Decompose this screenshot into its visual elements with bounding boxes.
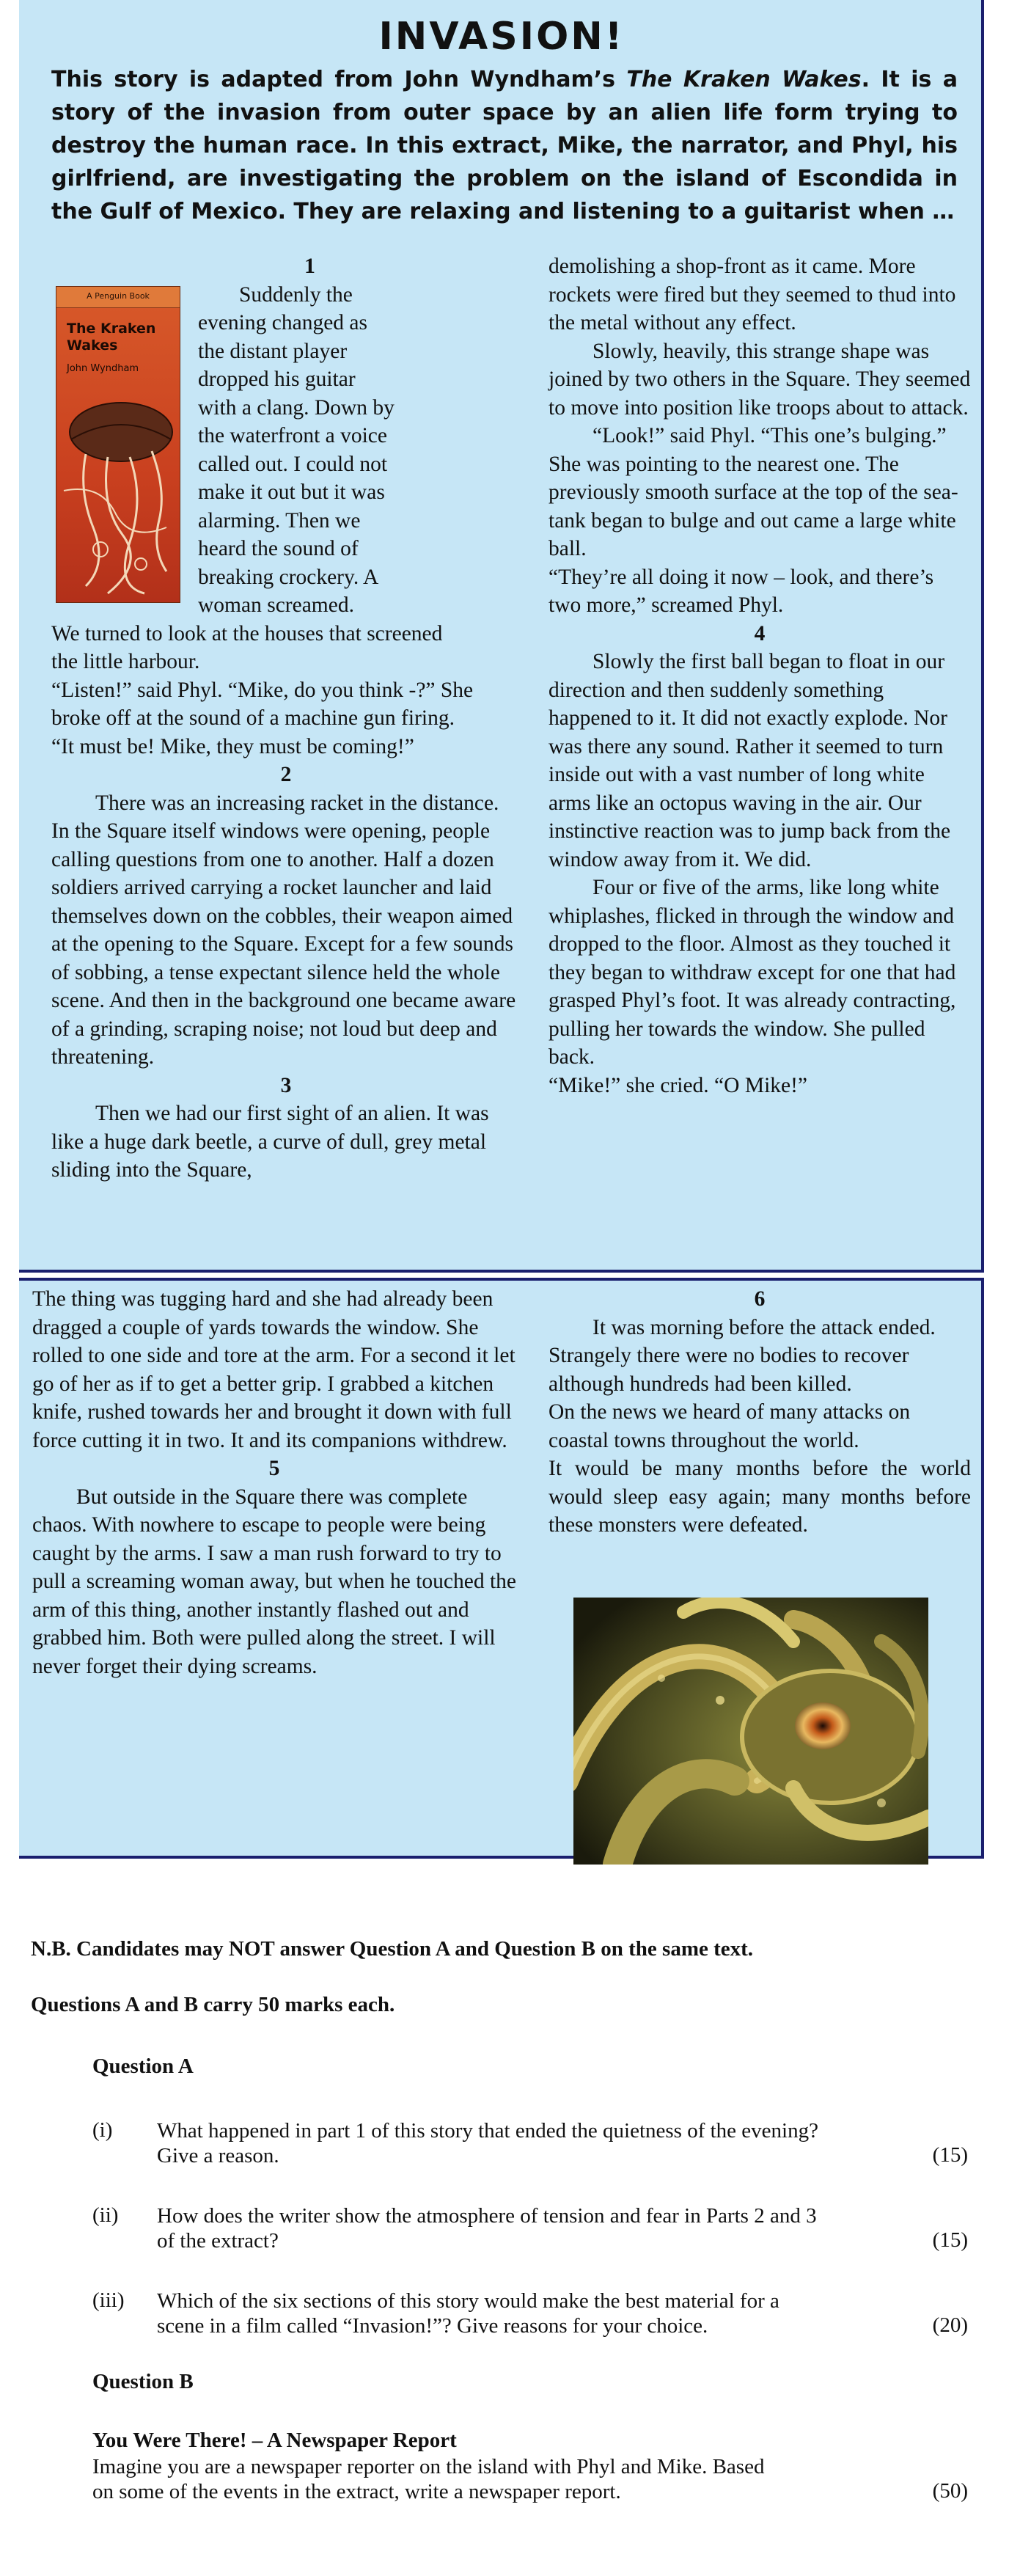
question-marks: (15) [932,2228,968,2252]
kraken-eye-image [573,1598,928,1865]
question-line-1: What happened in part 1 of this story that ended the quietness of the evening? [157,2119,818,2143]
cover-series: A Penguin Book [87,291,150,301]
cover-author: John Wyndham [67,363,139,374]
story-column-right-bottom [548,1285,971,1540]
question-number: (iii) [92,2288,125,2312]
s1-line-0: Suddenly the [239,282,353,307]
story-column-right-top [548,252,971,1099]
s5-paragraph: But outside in the Square there was complete chaos. With nowhere to escape to people were being caught by the arms. I saw a man rush forward to try to pull a screaming woman away, but when he touched the arm of this thing, another instantly flashed out and grabbed him. Both were pulled along the street. I will never forget their dying screams. [32,1485,516,1678]
question-b-title: You Were There! – A Newspaper Report [92,2429,457,2452]
s1-line-5: the waterfront a voice [198,424,387,447]
kraken-illustration [573,1598,928,1865]
page-title: INVASION! [378,15,625,59]
section-number-1: 1 [304,255,315,278]
question-b-heading: Question B [92,2370,194,2393]
s1-paragraph-listen: “Listen!” said Phyl. “Mike, do you think -?” She broke off at the sound of a machine gun firing. [51,678,474,730]
question-b-marks: (50) [932,2479,968,2503]
story-column-left-top [51,252,521,1185]
question-line-2: of the extract? [157,2229,279,2253]
s6-paragraph-news: On the news we heard of many attacks on coastal towns throughout the world. [548,1400,911,1452]
question-b-line-1: Imagine you are a newspaper reporter on the island with Phyl and Mike. Based [92,2455,765,2478]
s3-paragraph-pointing: She was pointing to the nearest one. The previously smooth surface at the top of the sea-tank began to bulge and out came a large white ball. [548,452,958,560]
s1-line-2: the distant player [198,339,348,363]
s4-paragraph-continued: The thing was tugging hard and she had already been dragged a couple of yards towards the window. She rolled to one side and tore at the arm. For a second it let go of her as if to get a better grip. I grabbed a kitchen knife, rushed towards her and brought it down with full force cutting it in two. It and its companions withdrew. [32,1287,515,1452]
s3-paragraph-slowly: Slowly, heavily, this strange shape was joined by two others in the Square. They seemed to move into position like troops about to attack. [548,339,971,420]
section-1-wrapped-text [198,281,521,620]
nb-instruction: N.B. Candidates may NOT answer Question A and Question B on the same text. [31,1937,754,1961]
question-line-1: Which of the six sections of this story would make the best material for a [157,2289,779,2313]
section-number-4: 4 [754,621,766,645]
s1-paragraph-houses: We turned to look at the houses that screened the little harbour. [51,621,443,673]
s1-line-11: woman screamed. [198,593,354,617]
intro-text-before: This story is adapted from John Wyndham’s [51,67,627,92]
intro-text-after: . It is a story of the invasion from outer space by an alien life form trying to destroy the human race. In this extract, Mike, the narrator, and Phyl, his girlfriend, are investigating the problem on the island of Escondida in the Gulf of Mexico. They are relaxing and listening to a guitarist when … [51,67,958,224]
story-column-left-bottom [32,1285,516,1680]
s4-paragraph: Slowly the first ball began to float in our direction and then suddenly something happened to it. It did not exactly explode. Nor was there any sound. Rather it seemed to turn inside out with a vast number of long white arms like an octopus waving in the air. Our instinctive reaction was to jump back from the window away from it. We did. [548,650,951,871]
s2-paragraph: There was an increasing racket in the distance. In the Square itself windows were opening, people calling questions from one to another. Half a dozen soldiers arrived carrying a rocket launcher and laid themselves down on the cobbles, their weapon aimed at the opening to the Square. Except for a few sounds of sobbing, a tense expectant silence held the whole scene. And then in the background one became aware of a grinding, scraping noise; not loud but deep and threatening. [51,791,516,1069]
s3-paragraph: Then we had our first sight of an alien. It was like a huge dark beetle, a curve of dull, grey metal sliding into the Square, [51,1102,489,1182]
s1-line-1: evening changed as [198,311,367,334]
marks-instruction: Questions A and B carry 50 marks each. [31,1993,395,2016]
s6-paragraph-months: It would be many months before the world would sleep easy again; many months before these monsters were defeated. [548,1457,971,1537]
question-a-heading: Question A [92,2054,194,2078]
s1-line-3: dropped his guitar [198,367,356,391]
s1-line-7: make it out but it was [198,480,385,504]
section-number-5: 5 [268,1457,280,1480]
question-text [157,2203,934,2253]
intro-paragraph [51,63,958,228]
story-panel-bottom [19,1278,984,1859]
question-b-text [92,2454,914,2504]
question-number: (i) [92,2118,113,2142]
s3-paragraph-all: “They’re all doing it now – look, and there’s two more,” screamed Phyl. [548,565,934,617]
s1-line-8: alarming. Then we [198,508,361,533]
question-line-2: scene in a film called “Invasion!”? Give reasons for your choice. [157,2314,708,2338]
question-marks: (15) [932,2143,968,2167]
section-number-6: 6 [754,1287,766,1311]
question-number: (ii) [92,2203,119,2227]
question-line-1: How does the writer show the atmosphere of tension and fear in Parts 2 and 3 [157,2204,817,2228]
s1-paragraph-must: “It must be! Mike, they must be coming!” [51,734,414,758]
question-marks: (20) [932,2313,968,2337]
cover-title: The Kraken Wakes [67,321,156,354]
s1-line-9: heard the sound of [198,537,359,560]
s1-line-4: with a clang. Down by [198,395,395,420]
s1-line-6: called out. I could not [198,452,388,476]
intro-book-title: The Kraken Wakes [626,67,862,92]
s4-paragraph-mike: “Mike!” she cried. “O Mike!” [548,1073,808,1097]
question-text [157,2288,934,2338]
s1-line-10: breaking crockery. A [198,565,379,589]
story-panel-top [19,0,984,1273]
s6-paragraph: It was morning before the attack ended. Strangely there were no bodies to recover although hundreds had been killed. [548,1315,936,1396]
s3-paragraph-continued: demolishing a shop-front as it came. More rockets were fired but they seemed to thud into the metal without any effect. [548,255,956,334]
s4-paragraph-arms: Four or five of the arms, like long white whiplashes, flicked in through the window and dropped to the floor. Almost as they touched it they began to withdraw except for one that had grasped Phyl’s foot. It was already contracting, pulling her towards the window. She pulled back. [548,876,956,1069]
question-text [157,2118,934,2168]
section-number-3: 3 [280,1073,292,1097]
question-line-2: Give a reason. [157,2144,279,2167]
question-b-line-2: on some of the events in the extract, write a newspaper report. [92,2480,621,2503]
section-number-2: 2 [280,763,292,786]
s3-paragraph-look: “Look!” said Phyl. “This one’s bulging.” [592,424,947,447]
